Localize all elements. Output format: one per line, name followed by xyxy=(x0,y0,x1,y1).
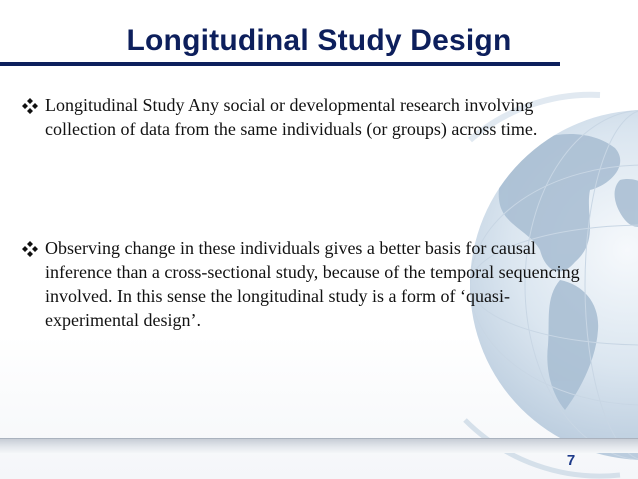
four-diamond-bullet-icon xyxy=(22,98,38,114)
page-title: Longitudinal Study Design xyxy=(126,24,512,57)
page-number: 7 xyxy=(566,452,576,469)
title-underline xyxy=(0,62,560,66)
bullet-item xyxy=(22,93,582,141)
bullet-item xyxy=(22,236,582,332)
four-diamond-bullet-icon xyxy=(22,241,38,257)
bullet-text: Longitudinal Study Any social or developmental research involving collection of data from the same individuals (or groups) across time. xyxy=(45,95,538,139)
bullet-text: Observing change in these individuals gives a better basis for causal inference than a cross-sectional study, because of the temporal sequencing involved. In this sense the longitudinal study is a form of ‘quasi-experimental design’. xyxy=(45,238,580,330)
footer-bar xyxy=(0,438,638,453)
